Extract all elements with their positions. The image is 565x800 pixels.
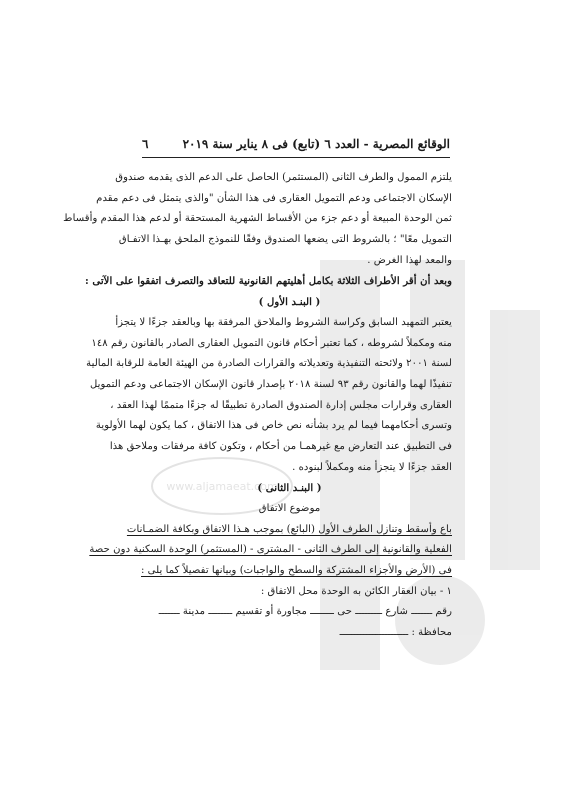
clause-one-title: ( البنـد الأول ) xyxy=(258,296,321,309)
clause-one-line: فى التطبيق عند التعارض مع غيرهمـا من أحكام ، وتكون كافة مرفقات وملاحق هذا xyxy=(109,440,452,452)
clause-two-line: الفعلية والقانونية إلى الطرف الثانى - المشترى - (المستثمر) الوحدة السكنية دون حصة xyxy=(89,544,452,556)
clause-one-line: العقارى وقرارات مجلس إدارة الصندوق الصادرة تطبيقًا له جزءًا متممًا لهذا العقد ، xyxy=(110,399,452,411)
item-one-heading: ١ - بيان العقار الكائن به الوحدة محل الاتفاق : xyxy=(260,585,452,597)
header-rule xyxy=(142,157,450,158)
stamp-text: www.aljamaeat.com xyxy=(166,480,278,493)
clause-two-line: فى (الأرض والأجزاء المشتركة والسطح والواجبات) وبيانها تفصيلاً كما يلى : xyxy=(141,565,452,577)
body-line: التمويل معًا" ؛ بالشروط التى يضعها الصندوق وفقًا للنموذج الملحق بهـذا الاتفـاق xyxy=(118,234,452,246)
clause-two-title: ( البنـد الثانى ) xyxy=(257,482,322,495)
clause-two-line: باع وأسقط وتنازل الطرف الأول (البائع) بموجب هـذا الاتفاق وبكافة الضمـانات xyxy=(126,523,452,535)
website-stamp xyxy=(150,455,295,517)
address-fields: رقم ـــــــ شارع ـــــــــ حى ــــــــ مجاورة أو تقسيم ــــــــ مدينة ـــــــ xyxy=(158,606,452,618)
clause-one-line: لسنة ٢٠٠١ ولائحته التنفيذية وتعديلاته والقرارات الصادرة من الهيئة العامة للرقابة المالية xyxy=(86,358,452,370)
clause-one-line: العقد جزءًا لا يتجزأ منه ومكملاً لبنوده . xyxy=(292,461,452,473)
body-line: ثمن الوحدة المبيعة أو دعم جزء من الأقساط الشهرية المستحقة أو لدعم هذا المقدم وأقساط xyxy=(63,213,452,225)
clause-one-line: يعتبر التمهيد السابق وكراسة الشروط والملاحق المرفقة بها وبالعقد جزءًا لا يتجزأ xyxy=(115,316,452,328)
body-line: يلتزم الممول والطرف الثانى (المستثمر) الحاصل على الدعم الذى يقدمه صندوق xyxy=(115,172,452,183)
body-line: الإسكان الاجتماعى ودعم التمويل العقارى فى هذا الشأن "والذى يتمثل فى دعم مقدم xyxy=(96,192,452,204)
page-header xyxy=(142,134,450,154)
body-line: والمعد لهذا الغرض . xyxy=(367,254,452,266)
clause-one-line: منه ومكملاً لشروطه ، كما تعتبر أحكام قانون التمويل العقارى الصادر بالقانون رقم ١٤٨ xyxy=(91,337,452,349)
running-title: الوقائع المصرية - العدد ٦ (تابع) فى ٨ يناير سنة ٢٠١٩ xyxy=(182,137,450,151)
page-number: ٦ xyxy=(142,137,149,151)
governorate-field: محافظة : ـــــــــــــــــــــــ xyxy=(339,627,452,639)
clause-one-line: تنفيذًا لهما والقانون رقم ٩٣ لسنة ٢٠١٨ بإصدار قانون الإسكان الاجتماعى ودعم التمويل xyxy=(89,378,452,390)
clause-one-line: وتسرى أحكامهما فيما لم يرد بشأنه نص خاص فى هذا الاتفاق ، كما يكون لهما الأولوية xyxy=(95,420,452,432)
clause-two-subtitle: موضوع الاتفاق xyxy=(258,503,321,514)
agreement-line: وبعد أن أقر الأطراف الثلاثة بكامل أهليتهم القانونية للتعاقد والتصرف اتفقوا على الآتى : xyxy=(85,275,452,288)
document-body xyxy=(63,168,452,644)
